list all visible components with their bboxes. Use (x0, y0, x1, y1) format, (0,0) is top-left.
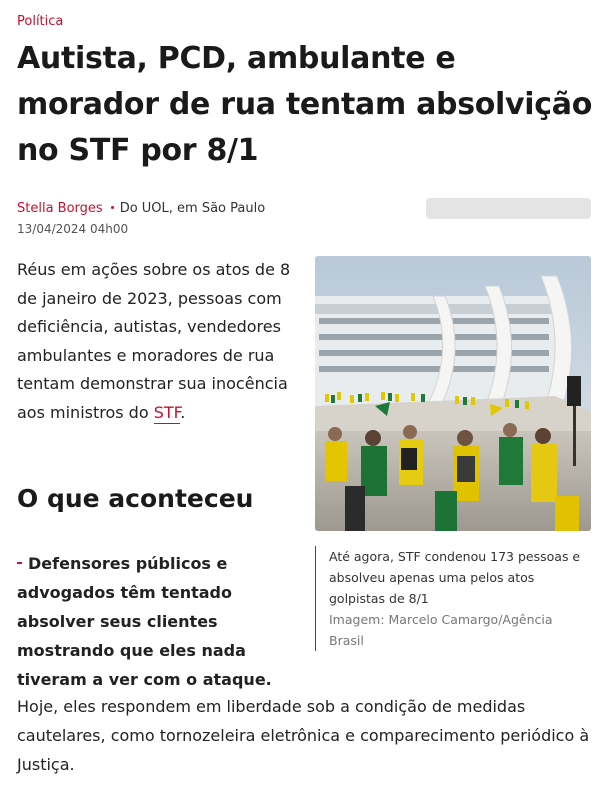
publish-date: 13/04/2024 04h00 (17, 222, 129, 236)
bullet-item (17, 549, 302, 694)
caption-text: Até agora, STF condenou 173 pessoas e absolveu apenas uma pelos atos golpistas de 8/1 (329, 549, 581, 606)
share-bar-placeholder (426, 198, 591, 219)
bullet-marker (17, 562, 22, 564)
section-subheading: O que aconteceu (17, 484, 254, 513)
stf-link[interactable]: STF (153, 402, 181, 422)
photo-credit: Imagem: Marcelo Camargo/Agência Brasil (329, 612, 553, 648)
body-paragraph: Hoje, eles respondem em liberdade sob a condição de medidas cautelares, como tornozeleira eletrônica e comparecimento periódico à Justiça. (17, 697, 590, 774)
lead-paragraph (17, 256, 297, 428)
byline-separator-dot (111, 206, 114, 209)
lead-text: Réus em ações sobre os atos de 8 de janeiro de 2023, pessoas com deficiência, autistas, vendedores ambulantes e moradores de rua tentam demonstrar sua inocência aos ministros do (17, 260, 291, 422)
headline: Autista, PCD, ambulante e morador de rua tentam absolvição no STF por 8/1 (17, 41, 593, 168)
author-link[interactable]: Stella Borges (17, 201, 103, 216)
bullet-text: Defensores públicos e advogados têm tentado absolver seus clientes mostrando que eles nada tiveram a ver com o ataque. (17, 554, 272, 689)
byline-source: Do UOL, em São Paulo (119, 201, 266, 216)
section-link[interactable]: Política (17, 14, 64, 29)
article-photo[interactable] (315, 256, 591, 531)
lead-text-end: . (180, 402, 186, 422)
byline (17, 200, 265, 218)
photo-caption (315, 546, 591, 651)
photo-protest-palace (315, 256, 591, 531)
